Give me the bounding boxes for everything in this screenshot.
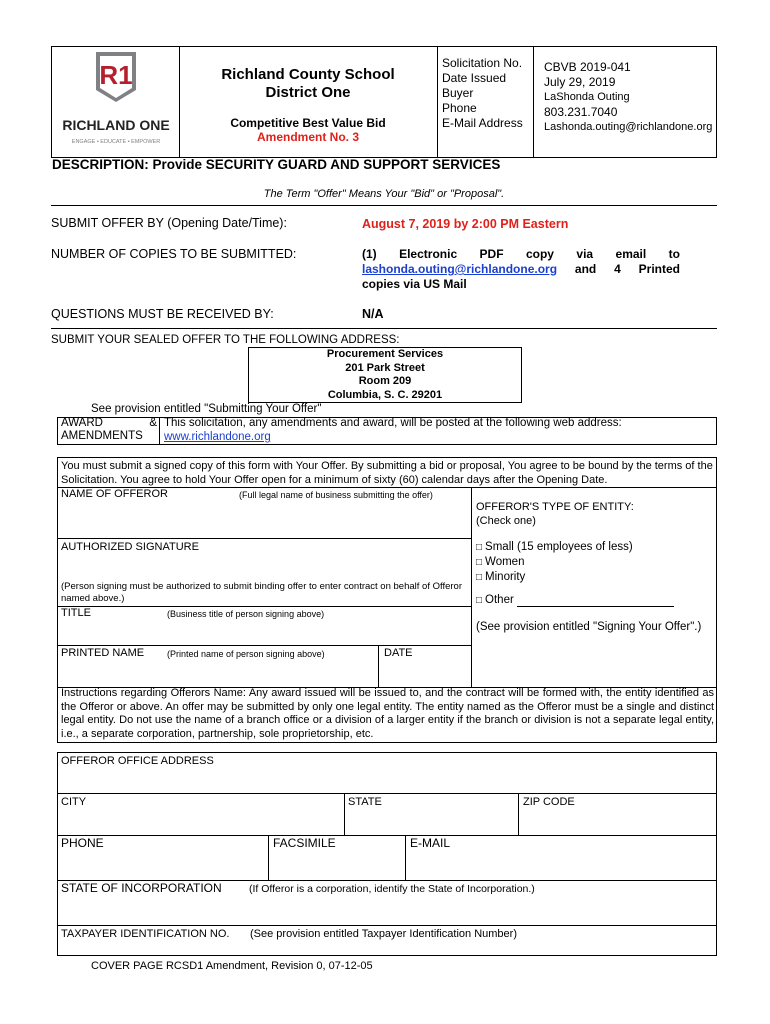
address-line: Room 209 <box>358 375 412 387</box>
award-label-amp: & <box>149 417 157 429</box>
fax-email-divider <box>405 835 406 880</box>
header-divider-2 <box>437 46 438 158</box>
submitting-provision: See provision entitled "Submitting Your Offer" <box>91 403 322 415</box>
authorized-signature-note: (Person signing must be authorized to submit binding offer to enter contract on behalf of Offeror named above.) <box>61 581 462 604</box>
questions-label: QUESTIONS MUST BE RECEIVED BY: <box>51 307 274 321</box>
meta-label-solicitation: Solicitation No. <box>442 56 523 70</box>
office-rule-phone <box>57 835 717 836</box>
district-name-line1: Richland County School <box>221 66 395 83</box>
title-hint: (Business title of person signing above) <box>167 609 325 619</box>
copies-word: 4 <box>614 262 621 276</box>
checkbox-icon[interactable]: □ <box>476 595 483 606</box>
header-divider-3 <box>533 46 534 158</box>
incorporation-hint: (If Offeror is a corporation, identify the State of Incorporation.) <box>249 883 535 895</box>
fax-field[interactable] <box>270 852 404 878</box>
zip-label: ZIP CODE <box>523 796 575 808</box>
signing-rule-title <box>57 606 471 607</box>
incorporation-label: STATE OF INCORPORATION <box>61 881 222 895</box>
state-field[interactable] <box>346 810 517 834</box>
buyer-phone: 803.231.7040 <box>544 105 618 119</box>
award-label-line2: AMENDMENTS <box>61 430 143 442</box>
award-text: This solicitation, any amendments and award, will be posted at the following web address: <box>164 417 622 429</box>
bid-type: Competitive Best Value Bid <box>230 116 386 130</box>
solicitation-number: CBVB 2019-041 <box>544 60 631 74</box>
printed-name-label: PRINTED NAME <box>61 647 145 659</box>
amendment-number: Amendment No. 3 <box>256 130 359 144</box>
meta-label-phone: Phone <box>442 101 477 115</box>
signing-provision-note: (See provision entitled "Signing Your Offer".) <box>476 621 702 633</box>
buyer-email[interactable]: Lashonda.outing@richlandone.org <box>544 121 713 133</box>
city-field[interactable] <box>58 810 343 834</box>
logo-tagline: ENGAGE • EDUCATE • EMPOWER <box>71 139 161 145</box>
zip-field[interactable] <box>520 810 716 834</box>
meta-labels <box>442 56 523 131</box>
entity-option-other[interactable]: □ Other <box>476 594 514 606</box>
copies-word: (1) <box>362 247 377 261</box>
address-line: 201 Park Street <box>345 361 425 374</box>
address-lines <box>248 348 522 402</box>
offeror-name-hint: (Full legal name of business submitting the offer) <box>239 490 433 500</box>
description: DESCRIPTION: Provide SECURITY GUARD AND SUPPORT SERVICES <box>52 157 501 172</box>
offeror-name-label: NAME OF OFFEROR <box>61 488 168 500</box>
copies-word: Printed <box>638 262 680 276</box>
fax-label: FACSIMILE <box>273 836 336 850</box>
signing-rule-auth <box>57 538 471 539</box>
questions-value: N/A <box>362 307 384 321</box>
footer-revision: COVER PAGE RCSD1 Amendment, Revision 0, 07-12-05 <box>91 960 373 972</box>
checkbox-icon[interactable]: □ <box>476 557 483 568</box>
entity-option-minority[interactable]: □ Minority <box>476 571 526 583</box>
logo-name: RICHLAND ONE <box>62 117 170 133</box>
buyer-name: LaShonda Outing <box>544 91 630 103</box>
email-label: E-MAIL <box>410 836 451 850</box>
office-address-field[interactable] <box>58 770 716 792</box>
authorized-signature-label: AUTHORIZED SIGNATURE <box>61 541 199 553</box>
city-state-divider <box>344 793 345 835</box>
meta-values <box>544 60 712 135</box>
tin-field[interactable] <box>58 942 716 955</box>
office-rule-tin <box>57 925 717 926</box>
district-logo <box>58 50 174 154</box>
printed-date-divider <box>378 645 379 687</box>
entity-type-heading: OFFEROR'S TYPE OF ENTITY: <box>476 501 634 513</box>
tin-label: TAXPAYER IDENTIFICATION NO. <box>61 928 230 940</box>
date-issued: July 29, 2019 <box>544 75 616 89</box>
address-line: Columbia, S. C. 29201 <box>327 388 443 401</box>
entity-option-women[interactable]: □ Women <box>476 556 525 568</box>
copies-word: Electronic <box>399 247 458 261</box>
printed-name-field[interactable] <box>58 662 376 686</box>
email-field[interactable] <box>407 852 716 878</box>
entity-option-small[interactable]: □ Small (15 employees of less) <box>476 541 633 553</box>
award-label-line1: AWARD <box>61 417 103 429</box>
entity-type-check: (Check one) <box>476 515 536 527</box>
other-entity-field[interactable] <box>517 606 674 607</box>
copies-word: PDF <box>479 247 504 261</box>
copies-word: and <box>574 262 597 276</box>
incorporation-field[interactable] <box>58 898 716 924</box>
checkbox-icon[interactable]: □ <box>476 542 483 553</box>
checkbox-icon[interactable]: □ <box>476 572 483 583</box>
signing-intro: You must submit a signed copy of this form with Your Offer. By submitting a bid or proposal, You agree to be bound by the terms of the Solicitation. You agree to hold Your Offer open for a minimum of sixty (60) calendar days after the Opening Date. <box>61 460 713 486</box>
logo-mark: R1 <box>99 60 133 90</box>
copies-word: to <box>668 247 680 261</box>
phone-field[interactable] <box>58 852 267 878</box>
title-field[interactable] <box>58 620 470 644</box>
offer-term-note: The Term "Offer" Means Your "Bid" or "Proposal". <box>263 188 505 200</box>
copies-email-link[interactable]: lashonda.outing@richlandone.org <box>362 262 558 276</box>
rule-1 <box>51 205 717 206</box>
copies-line3: copies via US Mail <box>362 277 467 291</box>
entity-type-title <box>476 500 634 528</box>
signing-rule-printed <box>57 645 471 646</box>
rule-2 <box>51 328 717 329</box>
offeror-name-instructions: Instructions regarding Offerors Name: Any award issued will be issued to, and the contract will be formed with, the entity identified as the Offeror or above. An offer may be submitted by only one legal entity. The entity named as the Offeror must be a single and distinct legal entity. Do not use the name of a branch office or a division of a larger entity if the branch or division is not a separate legal entity, i.e., a separate corporation, partnership, sole proprietorship, etc. <box>61 687 714 740</box>
date-field[interactable] <box>380 662 470 686</box>
phone-label: PHONE <box>61 836 104 850</box>
entity-options <box>476 540 633 585</box>
submit-by-value: August 7, 2019 by 2:00 PM Eastern <box>362 217 569 231</box>
tin-hint: (See provision entitled Taxpayer Identification Number) <box>250 928 517 940</box>
office-rule-city <box>57 793 717 794</box>
copies-line1 <box>362 247 680 261</box>
address-line: Procurement Services <box>326 348 444 360</box>
award-divider <box>159 417 160 445</box>
date-label: DATE <box>384 647 413 659</box>
award-label <box>61 417 157 443</box>
copies-word: email <box>615 247 647 261</box>
title-label: TITLE <box>61 607 91 619</box>
submit-by-label: SUBMIT OFFER BY (Opening Date/Time): <box>51 216 287 230</box>
meta-label-date: Date Issued <box>442 71 507 85</box>
copies-word: via <box>576 247 594 261</box>
office-address-label: OFFEROR OFFICE ADDRESS <box>61 755 214 767</box>
meta-label-email: E-Mail Address <box>442 116 523 130</box>
offeror-name-field[interactable] <box>58 502 470 538</box>
copies-line2 <box>362 262 680 276</box>
district-name-line2: District One <box>265 84 351 101</box>
authorized-signature-field[interactable] <box>58 555 470 579</box>
state-zip-divider <box>518 793 519 835</box>
signing-column-divider <box>471 487 472 687</box>
logo-shield-icon <box>58 50 174 154</box>
phone-fax-divider <box>268 835 269 880</box>
award-url-link[interactable]: www.richlandone.org <box>164 431 271 443</box>
state-label: STATE <box>348 796 382 808</box>
address-heading: SUBMIT YOUR SEALED OFFER TO THE FOLLOWING ADDRESS: <box>51 334 400 346</box>
district-name <box>179 66 437 102</box>
copies-label: NUMBER OF COPIES TO BE SUBMITTED: <box>51 247 297 261</box>
city-label: CITY <box>61 796 87 808</box>
copies-word: copy <box>525 247 554 261</box>
printed-name-hint: (Printed name of person signing above) <box>167 649 325 659</box>
meta-label-buyer: Buyer <box>442 86 474 100</box>
